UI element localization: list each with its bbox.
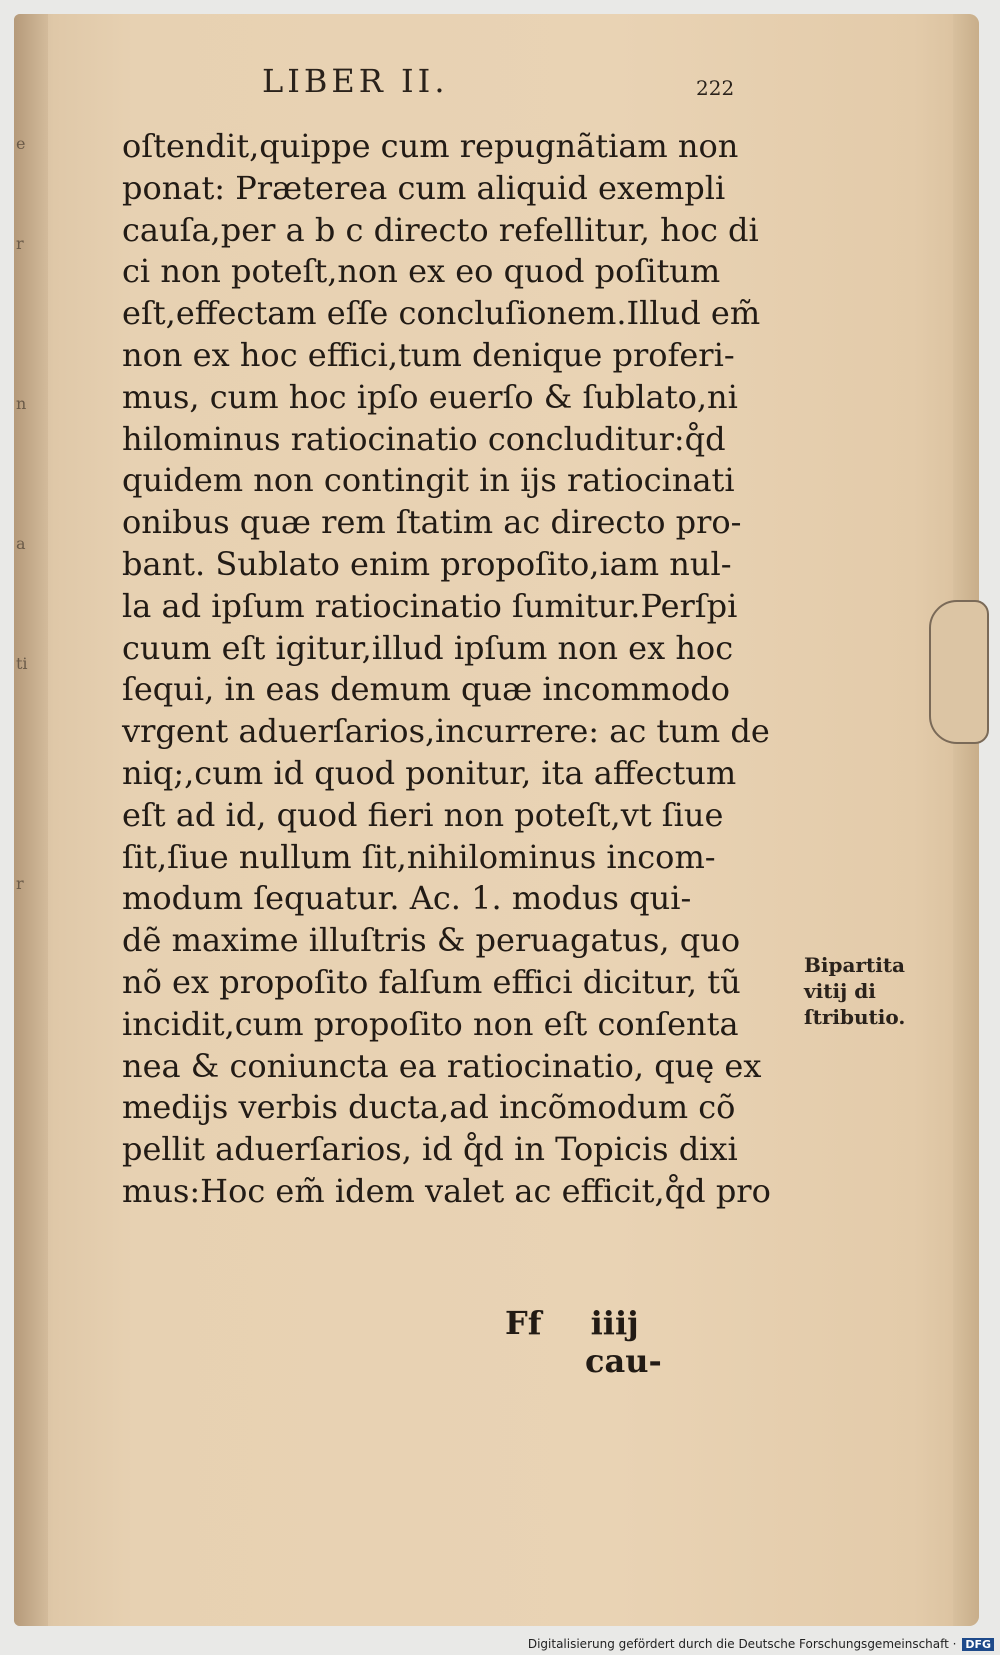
page-gutter xyxy=(14,14,48,1626)
text-line: mus, cum hoc ipſo euerſo & ſublato,ni xyxy=(122,377,738,416)
text-line: vrgent aduerſarios,incurrere: ac tum de xyxy=(122,712,770,751)
signature-number: iiij xyxy=(590,1304,639,1342)
signature-line xyxy=(505,1304,805,1380)
text-line: eſt,effectam eſſe concluſionem.Illud em̃ xyxy=(122,294,761,333)
text-line: nea & coniuncta ea ratiocinatio, quę ex xyxy=(122,1046,762,1085)
text-line: mus:Hoc em̃ idem valet ac efficit,q̊d pro xyxy=(122,1171,771,1210)
marginal-note-line: Bipartita xyxy=(804,953,906,977)
text-line: niq;,cum id quod ponitur, ita affectum xyxy=(122,753,737,792)
running-head: LIBER II. xyxy=(262,62,449,100)
text-line: pellit aduerſarios, id q̊d in Topicis dixi xyxy=(122,1130,738,1169)
text-line: medijs verbis ducta,ad incõmodum cõ xyxy=(122,1088,736,1127)
main-text-block xyxy=(122,126,802,1213)
text-line: non ex hoc effici,tum denique proferi- xyxy=(122,335,735,374)
bleed-through-text: r xyxy=(16,234,24,253)
dfg-logo: DFG xyxy=(962,1638,994,1651)
page-number: 222 xyxy=(696,76,735,100)
text-line: incidit,cum propoſito non eſt conſenta xyxy=(122,1004,739,1043)
text-line: hilominus ratiocinatio concluditur:q̊d xyxy=(122,419,726,458)
text-line: cuum eſt igitur,illud ipſum non ex hoc xyxy=(122,628,734,667)
text-line: oſtendit,quippe cum repugnãtiam non xyxy=(122,127,739,165)
text-line: ci non poteſt,non ex eo quod poſitum xyxy=(122,252,721,291)
bleed-through-text: n xyxy=(16,394,27,413)
signature-mark: Ff xyxy=(505,1304,542,1342)
text-line: la ad ipſum ratiocinatio ſumitur.Perſpi xyxy=(122,586,738,625)
text-line: eſt ad id, quod fieri non poteſt,vt ſiue xyxy=(122,795,724,834)
text-line: bant. Sublato enim propoſito,iam nul- xyxy=(122,544,732,583)
text-line: cauſa,per a b c directo refellitur, hoc di xyxy=(122,210,759,249)
text-line: ponat: Prӕterea cum aliquid exempli xyxy=(122,168,726,207)
page-tab-marker xyxy=(929,600,989,744)
digitization-footer: Digitalisierung gefördert durch die Deutsche Forschungsgemeinschaft · DFG xyxy=(0,1637,1000,1651)
text-line: nõ ex propoſito falſum effici dicitur, tũ xyxy=(122,962,741,1001)
bleed-through-text: r xyxy=(16,874,24,893)
text-line: modum ſequatur. Ac. 1. modus qui- xyxy=(122,879,692,918)
marginal-note xyxy=(804,952,905,1030)
bleed-through-text: ti xyxy=(16,654,28,673)
marginal-note-line: ſtributio. xyxy=(804,1005,906,1029)
bleed-through-text: a xyxy=(16,534,26,553)
marginal-note-line: vitij di xyxy=(804,979,876,1003)
page-fore-edge xyxy=(953,14,979,1626)
text-line: ſequi, in eas demum quӕ incommodo xyxy=(122,670,731,709)
text-line: quidem non contingit in ijs ratiocinati xyxy=(122,461,735,500)
catchword: cau- xyxy=(585,1342,662,1380)
text-line: ſit,ſiue nullum ſit,nihilominus incom- xyxy=(122,837,716,876)
footer-text: Digitalisierung gefördert durch die Deutsche Forschungsgemeinschaft xyxy=(527,1637,949,1651)
text-line: dẽ maxime illuſtris & peruagatus, quo xyxy=(122,921,741,960)
text-line: onibus quӕ rem ſtatim ac directo pro- xyxy=(122,503,742,542)
bleed-through-text: e xyxy=(16,134,26,153)
